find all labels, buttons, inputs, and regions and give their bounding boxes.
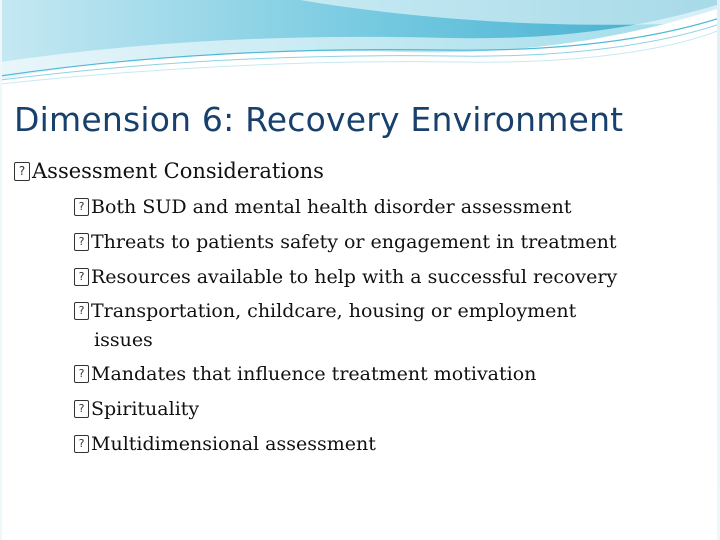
list-item: [74, 431, 376, 457]
slide-title: Dimension 6: Recovery Environment: [14, 100, 624, 139]
heading-text: Assessment Considerations: [32, 159, 324, 183]
list-item-text: Transportation, childcare, housing or employment: [91, 300, 577, 322]
list-item: [74, 396, 199, 422]
missing-glyph-icon: [14, 162, 30, 181]
list-item-text: Threats to patients safety or engagement in treatment: [91, 231, 617, 253]
list-item: [74, 361, 536, 387]
list-item: [74, 298, 576, 324]
list-item-text: issues: [94, 329, 153, 351]
list-item-continuation: [94, 327, 153, 353]
list-item-text: Both SUD and mental health disorder assessment: [91, 196, 572, 218]
missing-glyph-icon: [74, 302, 89, 320]
heading-item: [14, 158, 324, 184]
list-item-text: Resources available to help with a successful recovery: [91, 266, 618, 288]
list-item-text: Multidimensional assessment: [91, 433, 376, 455]
list-item-text: Mandates that influence treatment motivation: [91, 363, 537, 385]
missing-glyph-icon: [74, 268, 89, 286]
missing-glyph-icon: [74, 400, 89, 418]
list-item: [74, 229, 617, 255]
missing-glyph-icon: [74, 233, 89, 251]
list-item: [74, 264, 617, 290]
missing-glyph-icon: [74, 435, 89, 453]
missing-glyph-icon: [74, 365, 89, 383]
list-item: [74, 194, 572, 220]
list-item-text: Spirituality: [91, 398, 200, 420]
missing-glyph-icon: [74, 198, 89, 216]
